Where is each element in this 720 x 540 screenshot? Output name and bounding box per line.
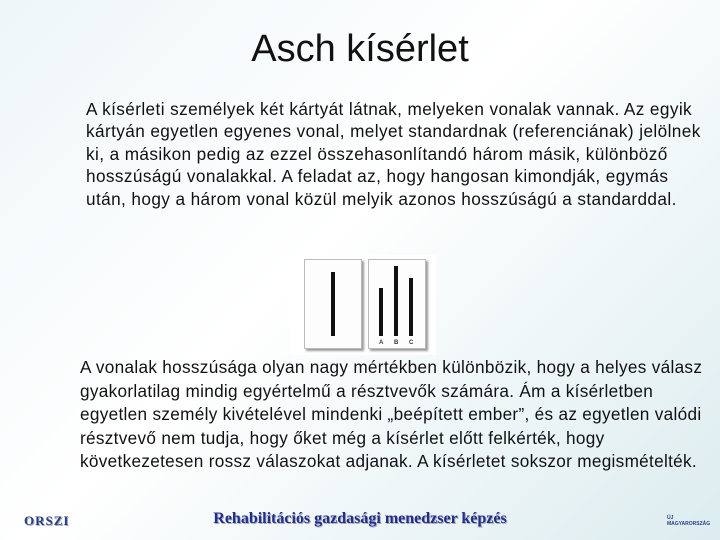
institution-logo bbox=[664, 508, 711, 534]
orszi-logo: ORSZI bbox=[24, 513, 70, 528]
card-label-a: A bbox=[379, 340, 384, 346]
footer-title: Rehabilitációs gazdasági menedzser képzés bbox=[213, 510, 507, 527]
paragraph-intro: A kísérleti személyek két kártyát látnak, melyeken vonalak vannak. Az egyik kártyán egyetlen egyenes vonal, melyet standardnak (referenciának) jelölnek ki, a másikon pedig az ezzel összehasonlítandó három másik, különböző hosszúságú vonalakkal. A feladat az, hogy hangosan kimondják, egymás után, hogy a három vonal közül melyik azonos hosszúságú a standarddal. bbox=[86, 99, 701, 209]
paragraph-explanation: A vonalak hosszúsága olyan nagy mértékben különbözik, hogy a helyes válasz gyakorlatilag mindig egyértelmű a résztvevők számára. Ám a kísérletben egyetlen személy kivételével mindenki „beépített ember”, és az egyetlen valódi résztvevő nem tudja, hogy őket még a kísérlet előtt felkérték, hogy következetesen rossz válaszokat adjanak. A kísérletet sokszor megismételték. bbox=[80, 357, 703, 471]
standard-line-card bbox=[304, 259, 362, 349]
comparison-line-b bbox=[394, 266, 398, 336]
standard-line bbox=[331, 272, 335, 336]
comparison-lines-card bbox=[368, 259, 426, 349]
institution-logo-text: ÚJ MAGYARORSZÁG bbox=[667, 515, 711, 527]
card-label-b: B bbox=[394, 340, 399, 346]
comparison-line-a bbox=[379, 288, 383, 336]
comparison-line-c bbox=[409, 278, 413, 336]
slide-title: Asch kísérlet bbox=[251, 28, 469, 70]
card-label-c: C bbox=[409, 340, 414, 346]
asch-figure bbox=[290, 255, 436, 355]
